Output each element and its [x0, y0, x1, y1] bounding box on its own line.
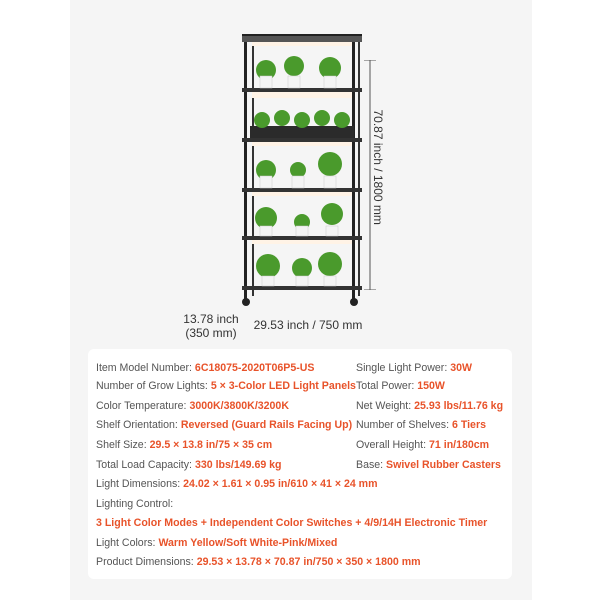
spec-net-weight: Net Weight: 25.93 lbs/11.76 kg — [356, 400, 504, 412]
spec-model: Item Model Number: 6C18075-2020T06P5-US — [96, 362, 315, 374]
height-dimension — [364, 60, 388, 290]
depth-dimension — [178, 312, 244, 341]
spec-lighting-control-value: 3 Light Color Modes + Independent Color Switches + 4/9/14H Electronic Timer — [96, 517, 488, 529]
spec-orientation: Shelf Orientation: Reversed (Guard Rails Facing Up) — [96, 419, 353, 431]
spec-total-power: Total Power: 150W — [356, 380, 445, 392]
spec-light-colors: Light Colors: Warm Yellow/Soft White-Pink/Mixed — [96, 537, 338, 549]
spec-grow-lights: Number of Grow Lights: 5 × 3-Color LED Light Panels — [96, 380, 356, 392]
depth-label-mm: (350 mm) — [185, 326, 237, 341]
spec-load: Total Load Capacity: 330 lbs/149.69 kg — [96, 459, 282, 471]
depth-label-inch: 13.78 inch — [183, 312, 239, 326]
spec-light-power: Single Light Power: 30W — [356, 362, 473, 374]
spec-lighting-control-label: Lighting Control: — [96, 498, 174, 510]
spec-base: Base: Swivel Rubber Casters — [356, 459, 501, 471]
spec-shelves: Number of Shelves: 6 Tiers — [356, 419, 486, 431]
spec-card — [88, 349, 512, 579]
width-dimension — [248, 318, 368, 332]
spec-shelf-size: Shelf Size: 29.5 × 13.8 in/75 × 35 cm — [96, 439, 273, 451]
height-label: 70.87 inch / 1800 mm — [371, 109, 386, 225]
spec-product-dims: Product Dimensions: 29.53 × 13.78 × 70.87 in/750 × 350 × 1800 mm — [96, 556, 421, 568]
spec-overall-height: Overall Height: 71 in/180cm — [356, 439, 490, 451]
width-label: 29.53 inch / 750 mm — [253, 318, 363, 332]
grow-shelf-image — [232, 30, 372, 310]
spec-color-temp: Color Temperature: 3000K/3800K/3200K — [96, 400, 289, 412]
spec-light-dims: Light Dimensions: 24.02 × 1.61 × 0.95 in/610 × 41 × 24 mm — [96, 478, 378, 490]
